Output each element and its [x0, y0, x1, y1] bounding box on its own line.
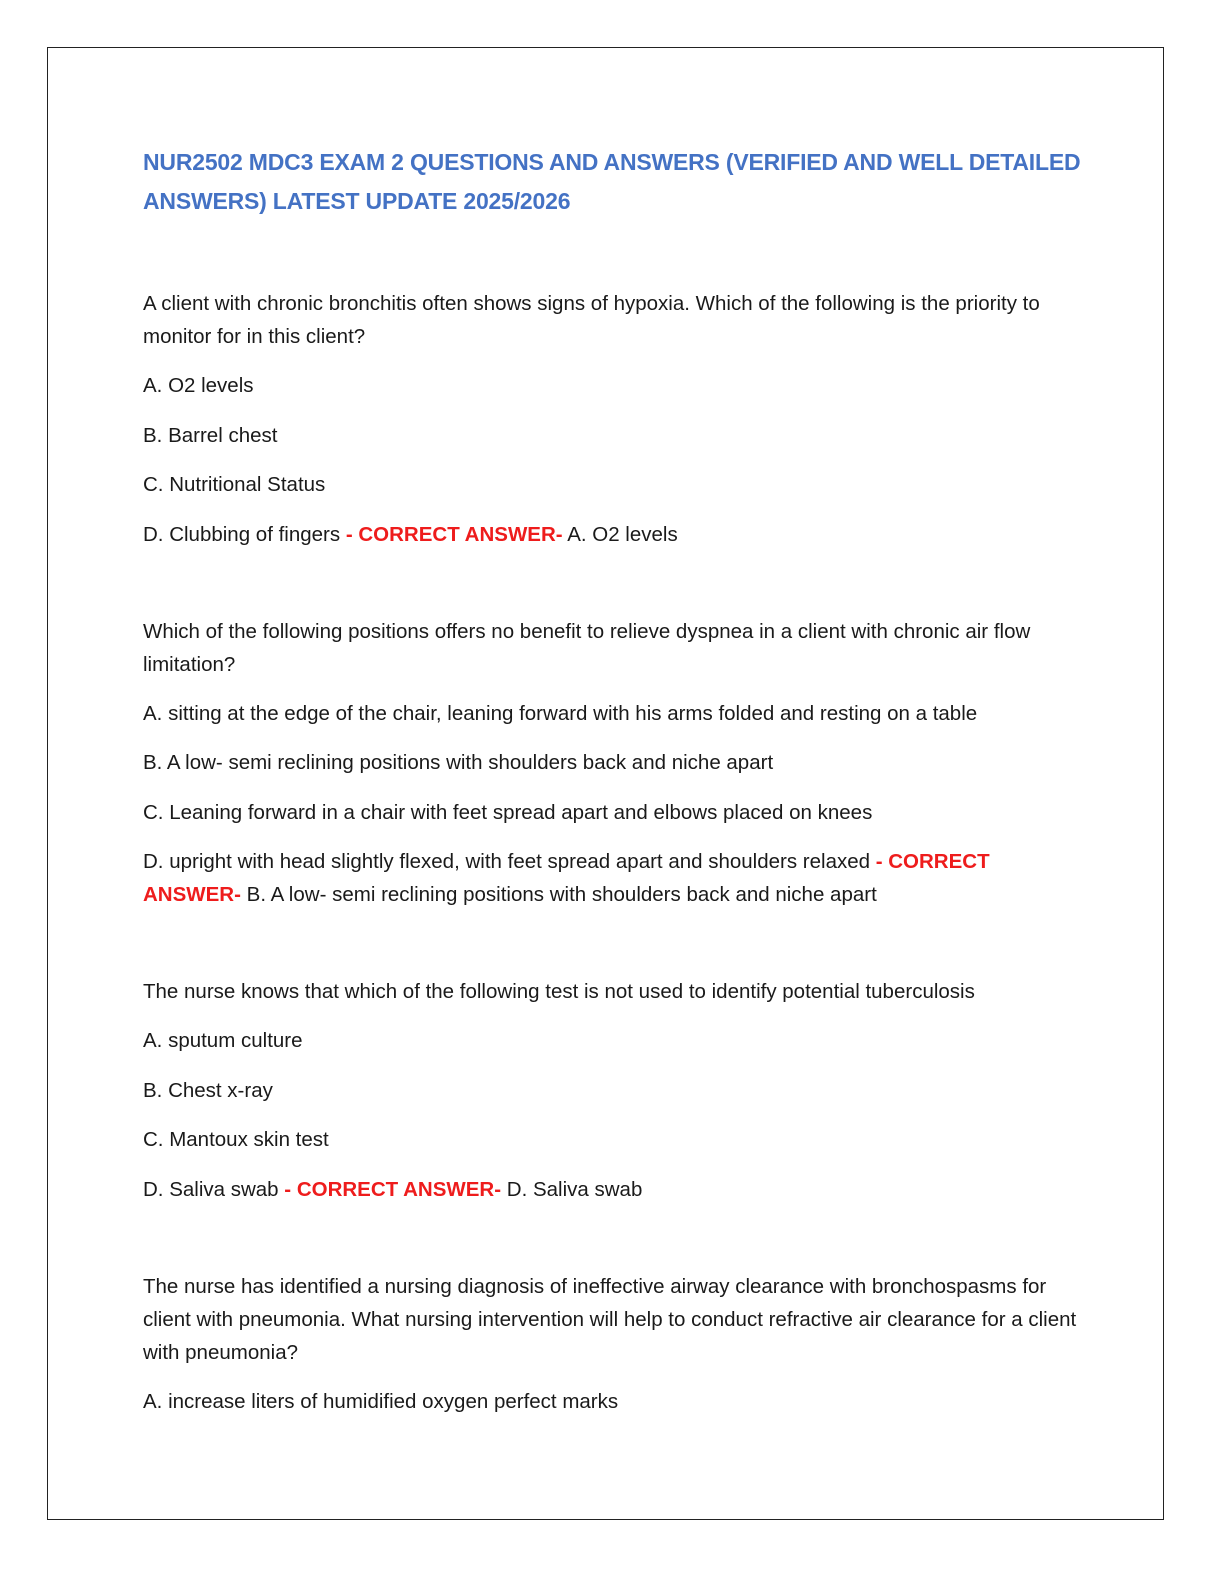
question-block-4 [143, 1270, 1083, 1418]
option-c: C. Nutritional Status [143, 473, 326, 496]
answer-text: A. O2 levels [567, 522, 678, 546]
question-text: Which of the following positions offers no benefit to relieve dyspnea in a client with chronic air flow limitation? [143, 619, 1031, 676]
answer-text: B. A low- semi reclining positions with shoulders back and niche apart [246, 883, 877, 906]
correct-answer-label: - CORRECT ANSWER- [284, 1177, 502, 1201]
question-block-3 [143, 975, 1083, 1206]
option-c: C. Mantoux skin test [143, 1128, 329, 1151]
option-a: A. O2 levels [143, 374, 254, 397]
option-d: D. Clubbing of fingers [143, 522, 341, 546]
option-d-with-answer [143, 518, 1083, 551]
option-d: D. upright with head slightly flexed, with feet spread apart and shoulders relaxed [143, 850, 871, 873]
document-title: NUR2502 MDC3 EXAM 2 QUESTIONS AND ANSWERS (VERIFIED AND WELL DETAILED ANSWERS) LATEST UPDATE 2025/2026 [143, 149, 1081, 214]
correct-answer-label: - CORRECT ANSWER- [143, 850, 990, 906]
option-c: C. Leaning forward in a chair with feet spread apart and elbows placed on knees [143, 800, 873, 824]
option-b: B. A low- semi reclining positions with shoulders back and niche apart [143, 751, 774, 774]
option-a: A. sputum culture [143, 1029, 303, 1052]
option-d: D. Saliva swab [143, 1177, 279, 1201]
option-a: A. sitting at the edge of the chair, leaning forward with his arms folded and resting on a table [143, 701, 978, 725]
option-d-with-answer [143, 1173, 1083, 1206]
question-text: The nurse has identified a nursing diagnosis of ineffective airway clearance with bronchospasms for client with pneumonia. What nursing intervention will help to conduct refractive air clearance for a client with pneumonia? [143, 1274, 1077, 1364]
answer-text: D. Saliva swab [506, 1177, 643, 1201]
question-block-1 [143, 287, 1083, 551]
question-block-2 [143, 615, 1083, 912]
document-body [143, 143, 1083, 1482]
correct-answer-label: - CORRECT ANSWER- [345, 522, 563, 546]
question-text: The nurse knows that which of the following test is not used to identify potential tuberculosis [143, 980, 975, 1003]
option-b: B. Chest x-ray [143, 1078, 273, 1102]
option-b: B. Barrel chest [143, 423, 278, 447]
option-a: A. increase liters of humidified oxygen perfect marks [143, 1389, 619, 1413]
question-text: A client with chronic bronchitis often shows signs of hypoxia. Which of the following is the priority to monitor for in this client? [143, 292, 1040, 348]
option-d-with-answer [143, 845, 1083, 911]
